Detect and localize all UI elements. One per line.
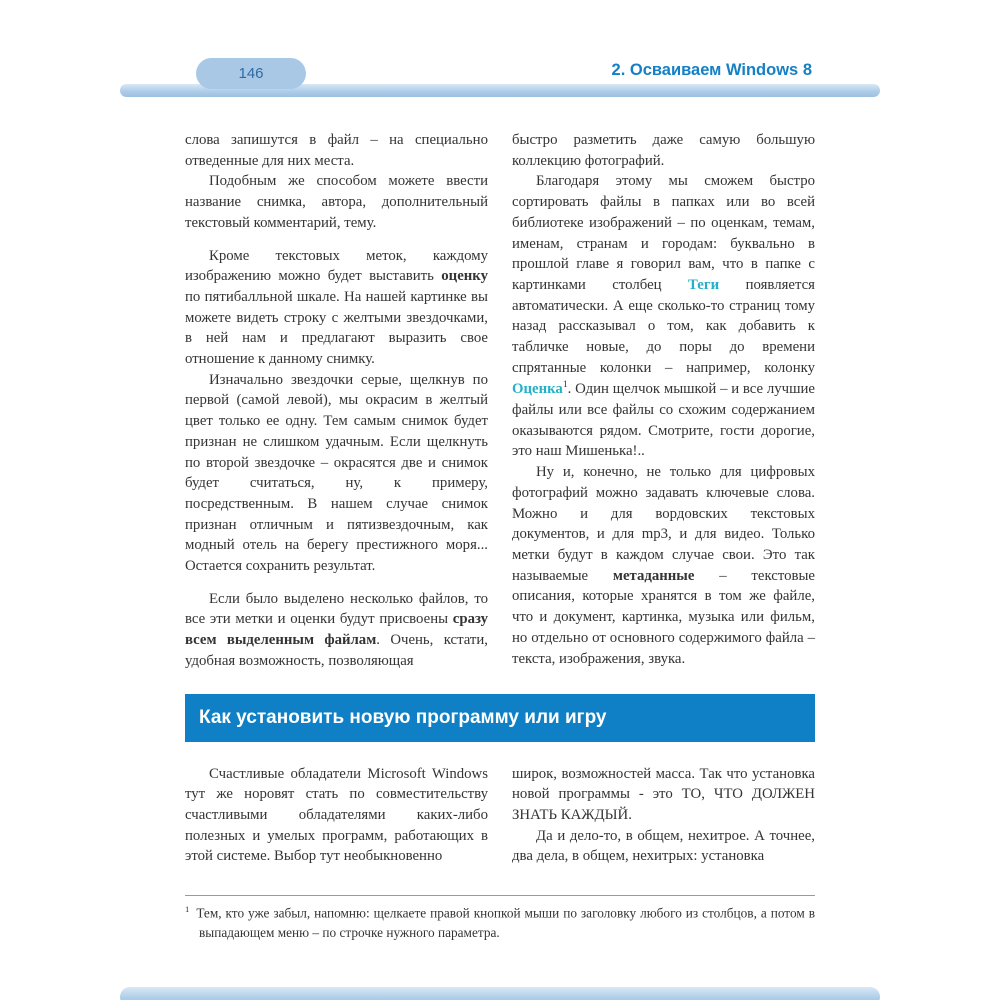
text-segment: сразу всем выделенным файлам: [185, 611, 488, 649]
paragraph: [185, 171, 488, 233]
text-segment: оценку: [441, 268, 488, 285]
text-segment: Изначально звездочки серые, щелкнув по первой (самой левой), мы окрасим в желтый цвет только ее одну. Тем самым снимок будет признан не слишком удачным. Если щелкнуть по второй звездочке – окрасятся две и снимок будет считаться, ну, к примеру, посредственным. В нашем случае снимок признан отличным и пятизвездочным, как модный отель на берегу престижного моря... Остается сохранить результат.: [185, 371, 488, 575]
text-segment: 1: [562, 379, 568, 391]
chapter-title: 2. Осваиваем Windows 8: [611, 61, 812, 79]
text-segment: широк, возможностей масса. Так что установка новой программы - это ТО, ЧТО ДОЛЖЕН ЗНАТЬ КАЖДЫЙ.: [512, 765, 815, 823]
bottom-column-right: [512, 764, 815, 868]
text-segment: Да и дело-то, в общем, нехитрое. А точнее, два дела, в общем, нехитрых: установка: [512, 827, 815, 865]
text-segment: метаданные: [612, 567, 695, 584]
text-segment: по пятибалльной шкале. На нашей картинке вы можете видеть строку с желтыми звездочками, в ней нам и предлагают выразить свое отношение к данному снимку.: [185, 288, 488, 368]
text-segment: Счастливые обладатели Microsoft Windows тут же норовят стать по совместительству счастливыми обладателями каких-либо полезных и умелых программ, работающих в этой системе. Выбор тут необыкновенно: [185, 765, 488, 865]
paragraph: [185, 246, 488, 370]
footnote: [185, 895, 815, 942]
text-segment: Благодаря этому мы сможем быстро сортировать файлы в папках или во всей библиотеке изображений – по оценкам, темам, именам, странам и городам: буквально в прошлой главе я говорил вам, что в папке с картинками столбец: [512, 173, 815, 293]
text-segment: Теги: [688, 276, 720, 293]
text-segment: Подобным же способом можете ввести название снимка, автора, дополнительный текстовый комментарий, тему.: [185, 173, 488, 231]
paragraph: [185, 370, 488, 577]
text-segment: Если было выделено несколько файлов, то все эти метки и оценки будут присвоены: [185, 590, 488, 628]
section-heading: Как установить новую программу или игру: [199, 706, 607, 728]
section-heading-banner: [185, 694, 815, 742]
paragraph: [512, 462, 815, 669]
top-section: [185, 130, 815, 672]
page-number: 146: [238, 65, 264, 82]
top-column-right: [512, 130, 815, 672]
text-segment: – текстовые описания, которые хранятся в том же файле, что и документ, картинка, музыка или фильм, но отдельно от основного содержимого файла – текста, изображения, звука.: [512, 567, 815, 667]
paragraph: [512, 764, 815, 826]
footnote-text: Тем, кто уже забыл, напомню: щелкаете правой кнопкой мыши по заголовку любого из столбцов, а потом в выпадающем меню – по строчке нужного параметра.: [196, 905, 815, 940]
paragraph: [512, 826, 815, 867]
paragraph: [512, 130, 815, 171]
text-segment: Ну и, конечно, не только для цифровых фотографий можно задавать ключевые слова. Можно и для вордовских текстовых документов, и для mp3, и для видео. Только метки будут в каждом случае свои. Это так называемые: [512, 464, 815, 584]
page-content: [185, 130, 815, 942]
text-segment: Кроме текстовых меток, каждому изображению можно будет выставить: [185, 247, 488, 285]
paragraph: [512, 171, 815, 462]
paragraph: [185, 764, 488, 868]
text-segment: слова запишутся в файл – на специально отведенные для них места.: [185, 132, 488, 169]
page-number-badge: [196, 58, 306, 89]
text-segment: быстро разметить даже самую большую коллекцию фотографий.: [512, 132, 815, 169]
text-segment: появляется автоматически. А еще сколько-то страниц тому назад рассказывал о том, как добавить к табличке новые, до поры до времени спрятанные колонки – например, колонку: [512, 276, 815, 376]
bottom-section: [185, 764, 815, 868]
text-segment: . Один щелчок мышкой – и все лучшие файлы или все файлы со схожим содержанием оказываются рядом. Смотрите, гости дорогие, это наш Мишенька!..: [512, 381, 815, 460]
top-column-left: [185, 130, 488, 672]
bottom-column-left: [185, 764, 488, 868]
text-segment: Оценка: [512, 381, 563, 398]
paragraph: [185, 589, 488, 672]
text-segment: . Очень, кстати, удобная возможность, позволяющая: [185, 632, 488, 669]
footer-rule: [120, 987, 880, 1000]
paragraph: [185, 130, 488, 171]
footnote-marker: 1: [185, 904, 190, 915]
